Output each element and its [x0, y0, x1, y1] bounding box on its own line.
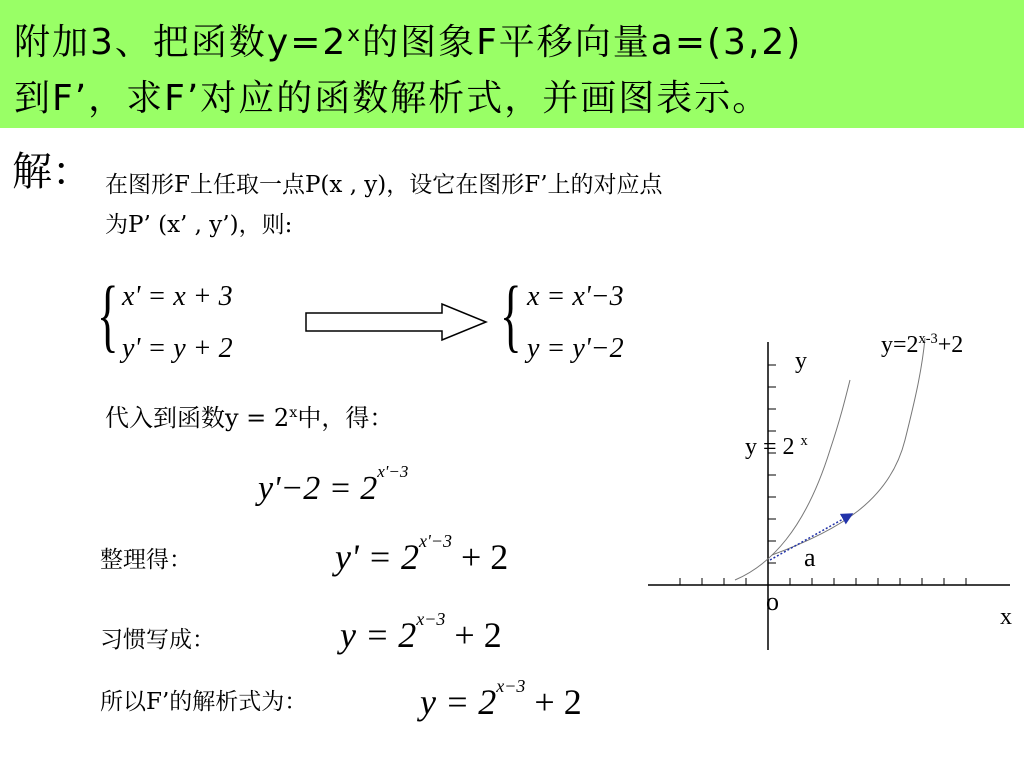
equation-organized: $y' = 2^{x'-3} + 2$ — [335, 531, 509, 577]
origin-label: o — [766, 587, 779, 616]
system2-eq2: y = y'−2 — [527, 333, 624, 364]
x-axis-label: x — [1000, 604, 1012, 630]
system1-eq1: x' = x + 3 — [122, 281, 233, 312]
curve-original — [735, 380, 850, 580]
x-axis-ticks — [680, 578, 966, 585]
curve-translated-label: $y=2^{x-3}+2$ — [881, 331, 964, 358]
title-line-1: 附加3、把函数$y=2^x$的图象F平移向量a=(3,2) — [14, 22, 803, 63]
organize-label: 整理得： — [100, 547, 192, 573]
title-line-2: 到F’，求F’对应的函数解析式，并画图表示。 — [14, 78, 771, 119]
substitute-label: 代入到函数$y = 2^x$中，得： — [105, 404, 394, 432]
final-label: 所以F’的解析式为： — [100, 689, 308, 715]
implies-arrow — [300, 300, 500, 346]
system1-eq2: y' = y + 2 — [122, 333, 233, 364]
brace-left-2: { — [500, 269, 522, 360]
habit-label: 习惯写成： — [100, 627, 215, 653]
y-axis-ticks — [768, 365, 776, 563]
function-graph — [640, 330, 1024, 660]
vector-label: a — [804, 543, 816, 572]
equation-substituted: $y'-2 = 2^{x'-3}$ — [258, 462, 409, 507]
equation-final: $y = 2^{x-3} + 2$ — [420, 676, 582, 722]
intro-line-1: 在图形F上任取一点P(x , y)，设它在图形F’上的对应点 — [105, 172, 663, 198]
y-axis-label: y — [795, 348, 807, 374]
title-banner — [0, 0, 1024, 128]
intro-line-2: 为P’ (x’ , y’)，则: — [105, 212, 293, 238]
curve-original-label: y = 2 $^x$ — [745, 433, 808, 460]
solution-label: 解： — [12, 149, 92, 195]
equation-habit: $y = 2^{x-3} + 2$ — [340, 609, 502, 655]
system2-eq1: x = x'−3 — [527, 281, 624, 312]
brace-left-1: { — [97, 269, 119, 360]
